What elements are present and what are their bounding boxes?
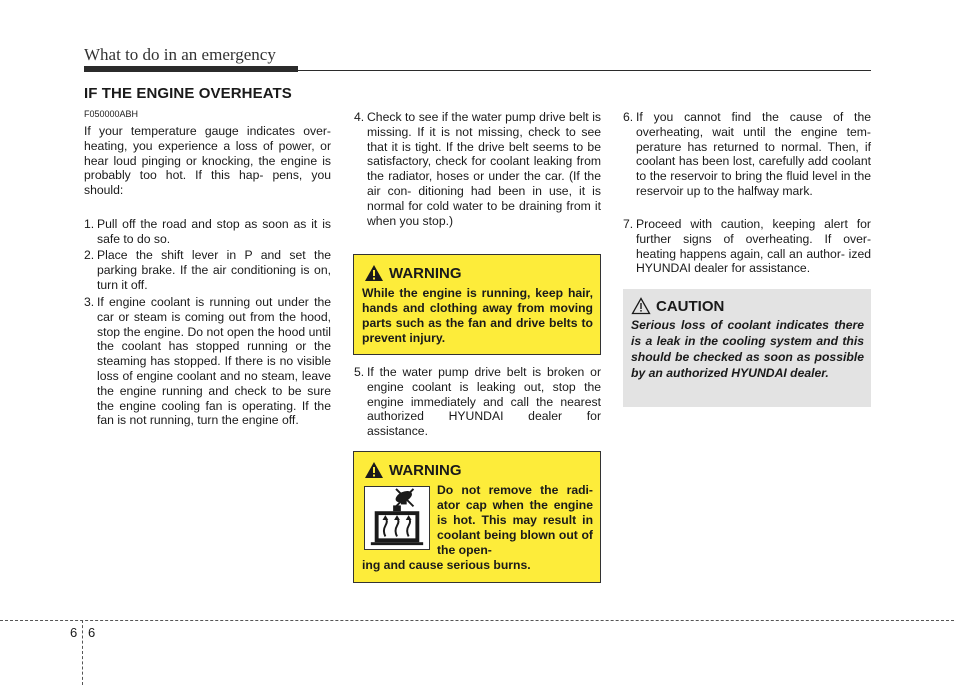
step-line: halfway mark. [737, 183, 813, 198]
step-line: If engine coolant is running out under [97, 295, 309, 309]
step-line: perature has returned to normal. Then, [636, 139, 859, 154]
step-line: the car or steam is coming out from [97, 295, 332, 324]
hot-radiator-cap-icon [364, 486, 430, 550]
step-6 [623, 110, 871, 199]
warning-line: Do not remove the radi- [437, 483, 593, 497]
warning-line: drive belts to prevent injury. [362, 316, 593, 345]
caution-line: Serious loss of coolant indicates [631, 318, 829, 332]
section-title: What to do in an emergency [84, 45, 276, 64]
step-line: the hood, stop the engine. Do not open [97, 309, 331, 339]
caution-triangle-icon [631, 297, 651, 315]
step-number: 7. [623, 217, 634, 231]
caution-line: and this should be checked as soon [631, 334, 864, 364]
step-line: running or the steaming has stopped. [97, 339, 331, 369]
step-7 [623, 217, 871, 276]
document-code: F050000ABH [84, 109, 139, 119]
intro-line: engine is probably too hot. If this hap- [84, 153, 331, 183]
step-line: ditioning had been in use, it is normal [367, 183, 601, 213]
step-line: fluid level in the reservoir up to the [636, 169, 871, 198]
warning-line: result in coolant being [437, 513, 594, 542]
warning-header [364, 264, 462, 282]
step-line: hoses or under the car. (If the air con- [367, 169, 601, 198]
step-line: the engine immediately and call the [367, 379, 602, 409]
intro-line: or hear loud pinging or knocking, the [84, 138, 332, 168]
caution-title: CAUTION [656, 297, 725, 315]
step-line: Check to see if the water pump drive [367, 110, 566, 124]
caution-line: there is a leak in the cooling system [631, 318, 865, 348]
step-number: 1. [84, 217, 95, 231]
section-title-bar [84, 66, 298, 72]
step-1 [84, 217, 331, 247]
step-line: parking brake. If the air conditioning is [97, 262, 310, 277]
caution-line: as possible by an authorized [631, 350, 864, 380]
warning-triangle-icon [364, 461, 384, 479]
step-line: Place the shift lever in P and set the [97, 248, 331, 262]
step-line: the fan is not running, turn the engine [97, 398, 331, 428]
step-line: further signs of overheating. If over- [636, 231, 871, 246]
warning-title: WARNING [389, 264, 462, 282]
step-line: Proceed with caution, keeping alert for [636, 217, 871, 231]
step-5 [354, 365, 601, 439]
caution-header [631, 297, 724, 315]
step-text [97, 295, 331, 428]
step-line: belt seems to be satisfactory, check for [367, 139, 601, 169]
step-line: the engine cooling fan is operating. If [97, 398, 309, 413]
step-line: heating happens again, call an author- [636, 246, 845, 261]
step-3 [84, 295, 331, 428]
caution-text [631, 317, 864, 381]
warning-triangle-icon [364, 264, 384, 282]
header-rule [298, 70, 871, 71]
warning-text [437, 483, 593, 558]
warning-line: hair, hands and clothing away from [362, 286, 594, 315]
step-number: 2. [84, 248, 95, 262]
step-text [636, 110, 871, 199]
step-line: for assistance. [367, 409, 602, 439]
step-line: off. [281, 413, 299, 428]
intro-paragraph [84, 124, 331, 198]
intro-line: If your temperature gauge indicates over- [84, 124, 331, 138]
step-line: when you stop.) [367, 213, 454, 228]
caution-box [623, 289, 871, 407]
step-text [367, 365, 601, 439]
step-number: 3. [84, 295, 95, 309]
step-line: ized HYUNDAI dealer for assistance. [636, 246, 872, 276]
intro-line: pens, you should: [84, 168, 331, 198]
warning-box-moving-parts [353, 254, 601, 355]
step-line: coolant to the reservoir to bring the [636, 154, 871, 184]
warning-line: ator cap when the [437, 498, 548, 512]
warning-line: engine is hot. This may [437, 498, 593, 527]
step-line: the hood until the coolant has stopped [97, 324, 332, 354]
step-line: check to see that it is tight. If the drive [367, 124, 601, 154]
step-line: nearest authorized HYUNDAI dealer [367, 394, 601, 424]
step-text [97, 217, 331, 247]
step-line: If the water pump drive belt is broken [367, 365, 585, 379]
step-number: 6. [623, 110, 634, 124]
step-text [367, 110, 601, 228]
warning-line: moving parts such as the fan and [362, 301, 594, 330]
step-number: 5. [354, 365, 365, 379]
step-line: If you cannot find the cause of the [636, 110, 871, 124]
step-line: is safe to do so. [97, 217, 331, 246]
step-line: belt is missing. If it is not missing, [367, 110, 601, 139]
step-text [97, 248, 331, 292]
page-number: 6 [88, 625, 96, 640]
step-line: for cold water to be draining from it [408, 198, 602, 213]
page-heading: IF THE ENGINE OVERHEATS [84, 85, 292, 102]
caution-line: HYUNDAI dealer. [731, 366, 829, 380]
warning-title: WARNING [389, 461, 462, 479]
step-line: engine running and check to be sure [119, 383, 331, 398]
step-2 [84, 248, 331, 292]
step-line: overheating, wait until the engine tem- [636, 124, 871, 139]
warning-line: While the engine is running, keep [362, 286, 564, 300]
intro-line: heating, you experience a loss of power, [84, 138, 315, 153]
chapter-number: 6 [70, 625, 78, 640]
step-line: coolant and no steam, leave the [97, 368, 331, 398]
warning-text [362, 286, 593, 346]
step-4 [354, 110, 601, 228]
step-line: If there is no visible loss of engine [97, 354, 331, 383]
step-number: 4. [354, 110, 365, 124]
footer-dashed-rule [0, 620, 954, 621]
step-line: Pull off the road and stop as soon as it [97, 217, 318, 231]
step-text [636, 217, 871, 276]
step-line: coolant leaking from the radiator, [367, 154, 601, 184]
warning-line: ing and cause serious burns. [362, 558, 531, 572]
warning-line: blown out of the open- [437, 528, 593, 557]
step-line: on, turn it off. [97, 262, 331, 292]
step-line: if coolant has been lost, carefully add [636, 139, 871, 169]
warning-box-radiator-cap [353, 451, 601, 583]
warning-header [364, 461, 462, 479]
step-line: or engine coolant is leaking out, stop [367, 365, 602, 394]
footer-dashed-divider [82, 620, 83, 685]
